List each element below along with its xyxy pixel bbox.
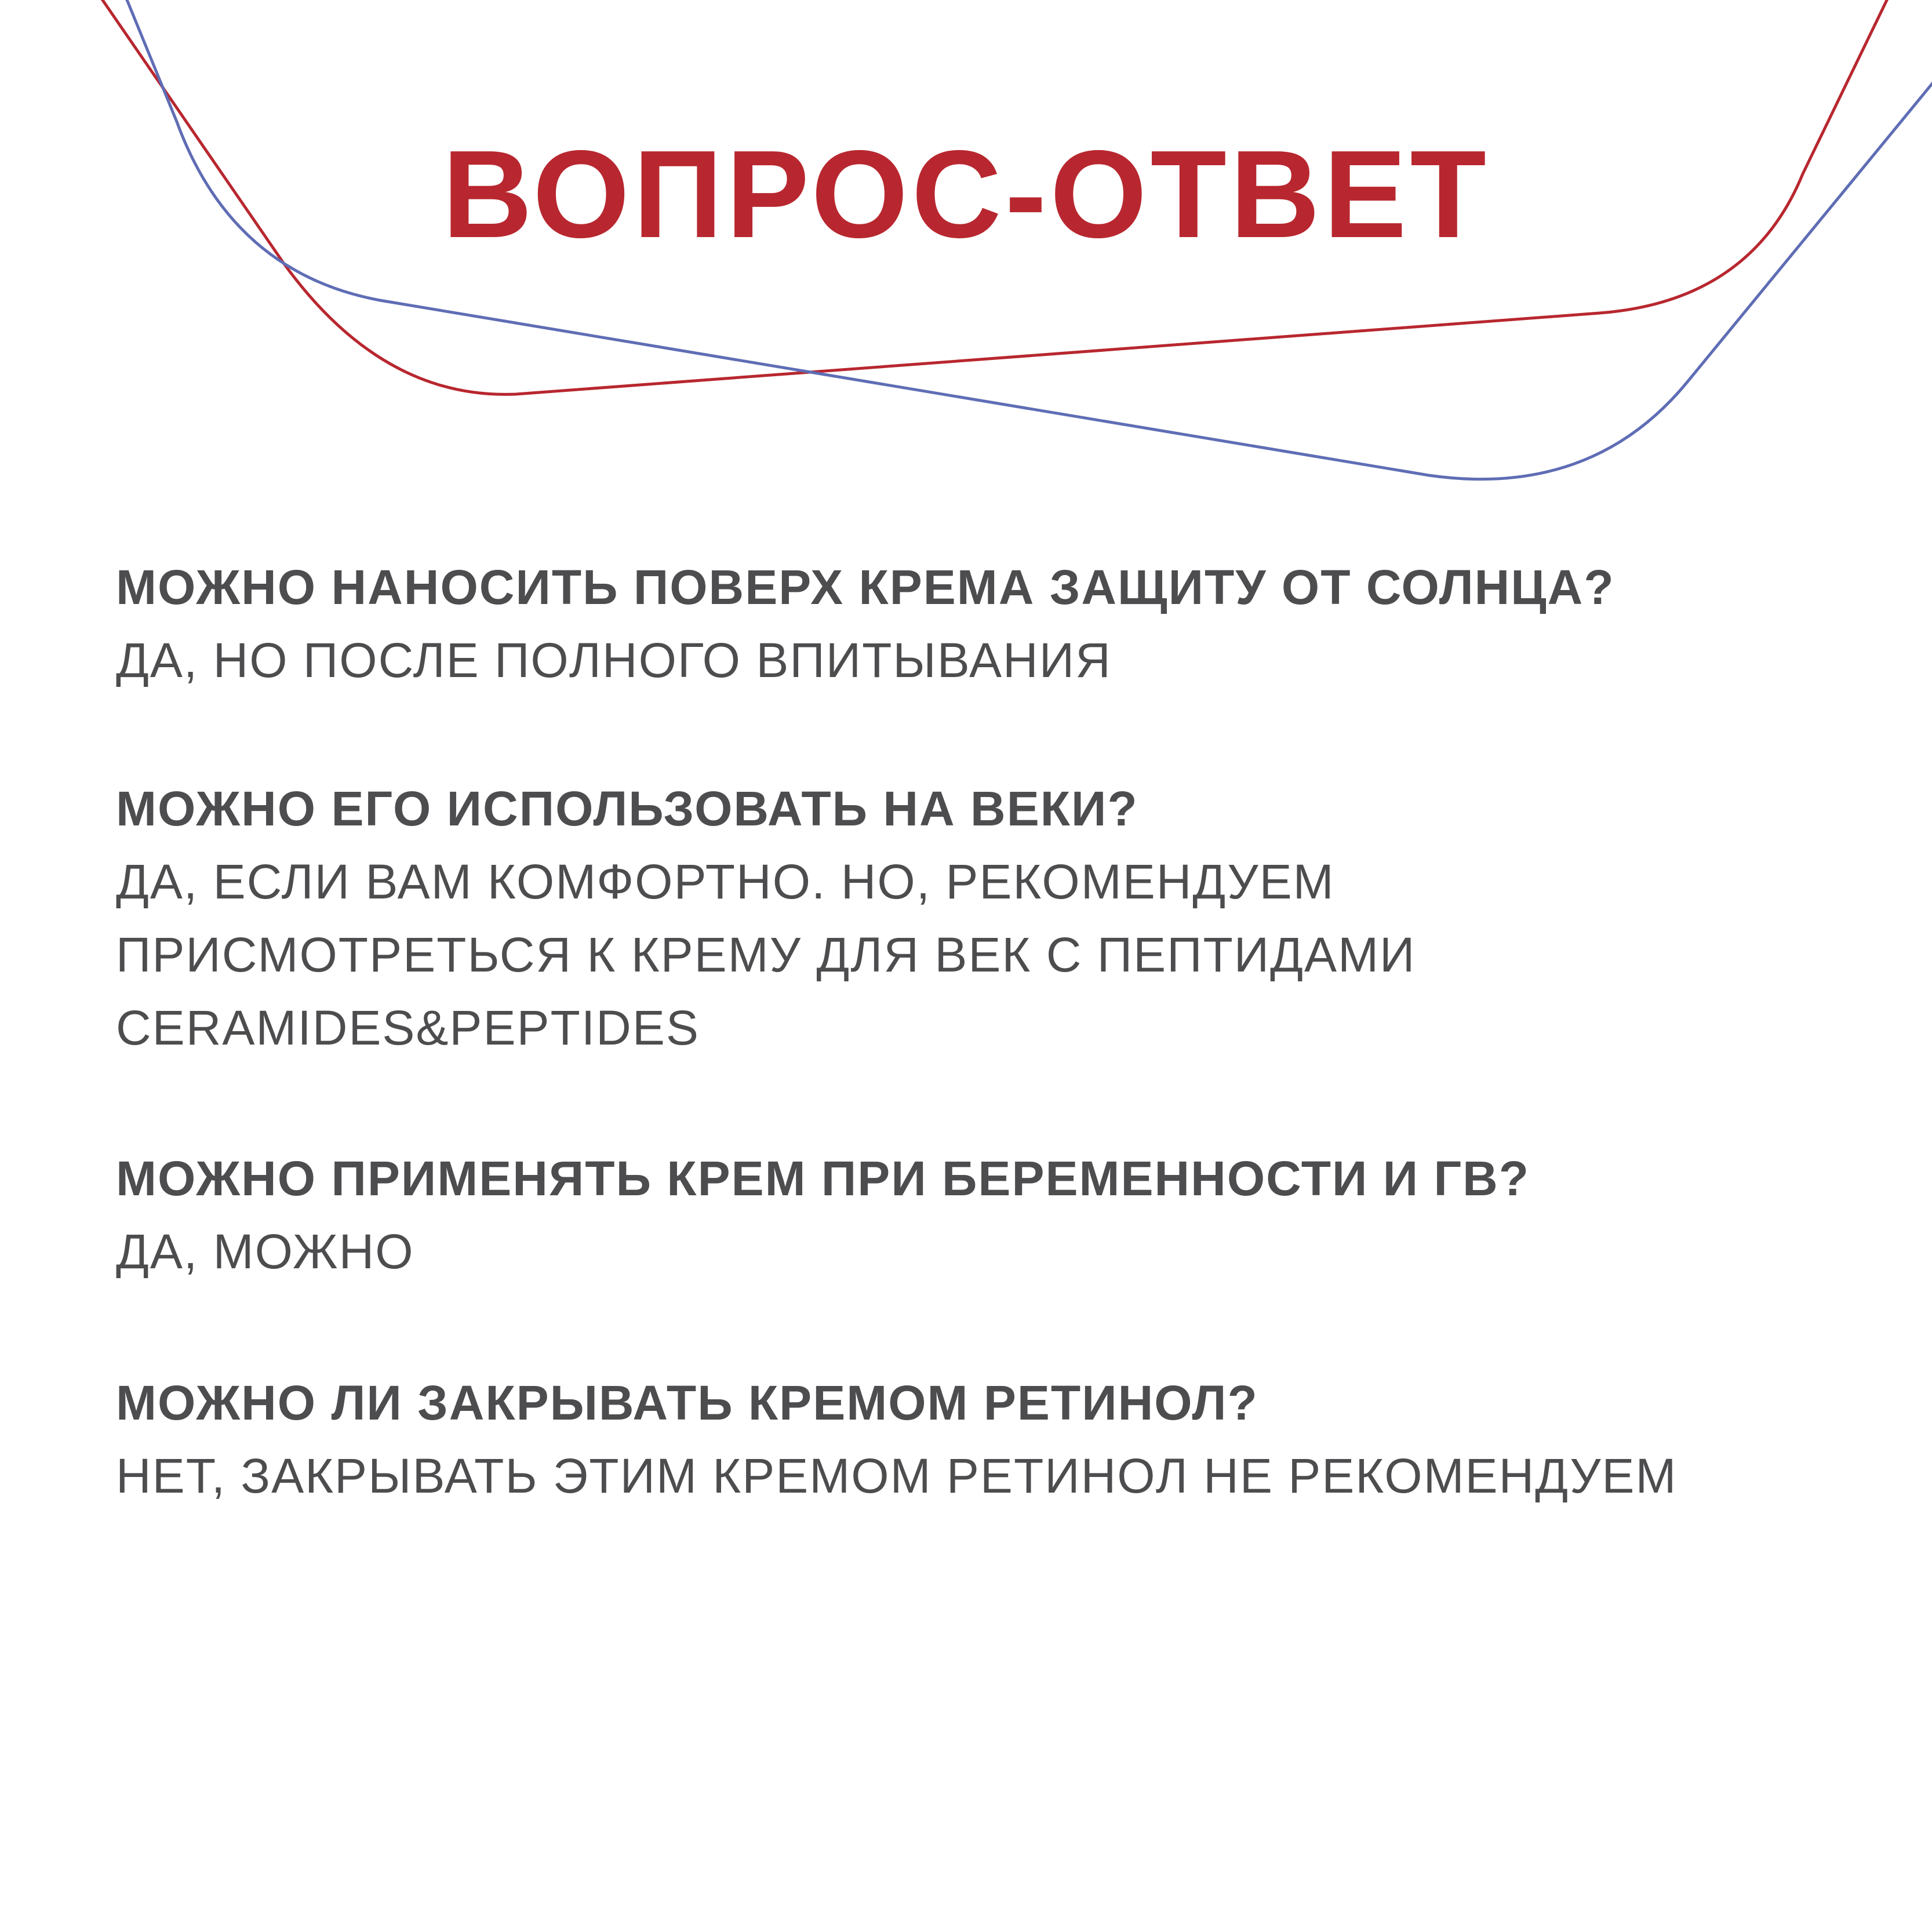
answer-text: ДА, МОЖНО <box>116 1224 414 1279</box>
question-text: МОЖНО ЛИ ЗАКРЫВАТЬ КРЕМОМ РЕТИНОЛ? <box>116 1376 1258 1430</box>
qa-item <box>116 551 1855 697</box>
qa-item <box>116 772 1855 1064</box>
question-text: МОЖНО НАНОСИТЬ ПОВЕРХ КРЕМА ЗАЩИТУ ОТ СОЛНЦА? <box>116 560 1615 614</box>
answer-text: ДА, ЕСЛИ ВАМ КОМФОРТНО. НО, РЕКОМЕНДУЕМ <box>116 854 1335 909</box>
page-title: ВОПРОС-ОТВЕТ <box>442 124 1490 264</box>
answer-text: НЕТ, ЗАКРЫВАТЬ ЭТИМ КРЕМОМ РЕТИНОЛ НЕ РЕКОМЕНДУЕМ <box>116 1449 1678 1503</box>
question-text: МОЖНО ЕГО ИСПОЛЬЗОВАТЬ НА ВЕКИ? <box>116 781 1138 836</box>
qa-item <box>116 1366 1855 1512</box>
answer-text: ДА, НО ПОСЛЕ ПОЛНОГО ВПИТЫВАНИЯ <box>116 633 1112 687</box>
answer-text: ПРИСМОТРЕТЬСЯ К КРЕМУ ДЛЯ ВЕК С ПЕПТИДАМИ <box>116 927 1416 982</box>
qa-item <box>116 1142 1855 1288</box>
question-text: МОЖНО ПРИМЕНЯТЬ КРЕМ ПРИ БЕРЕМЕННОСТИ И ГВ? <box>116 1151 1530 1206</box>
answer-text: CERAMIDES&PEPTIDES <box>116 1000 700 1055</box>
